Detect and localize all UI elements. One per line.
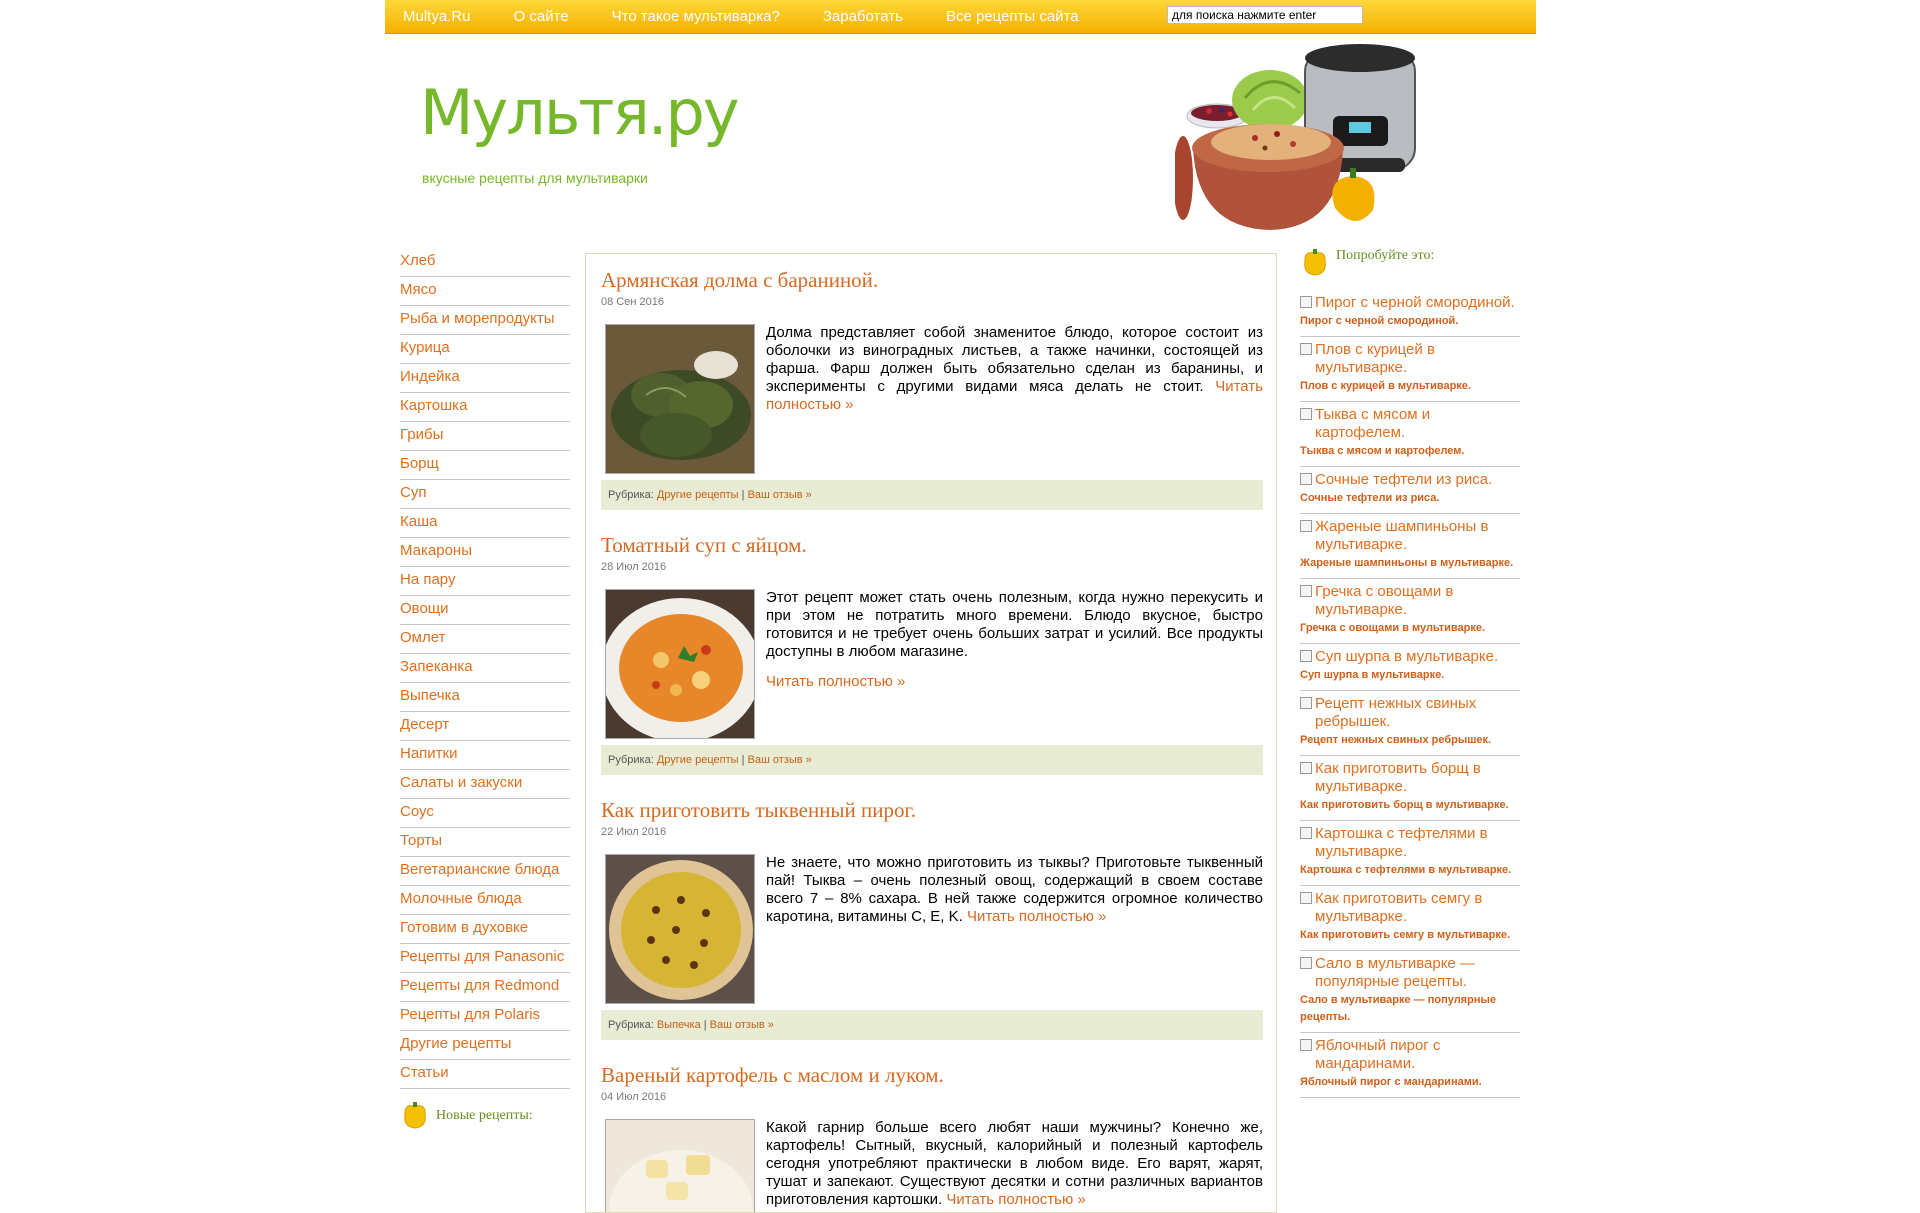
post-thumbnail[interactable] xyxy=(605,324,755,474)
recommended-item xyxy=(1300,402,1520,467)
category-link[interactable]: На пару xyxy=(400,567,570,596)
broken-image-icon xyxy=(1300,827,1312,839)
category-link[interactable]: Молочные блюда xyxy=(400,886,570,915)
broken-image-icon xyxy=(1300,296,1312,308)
recommended-caption[interactable]: Плов с курицей в мультиварке. xyxy=(1300,380,1471,392)
recommended-caption[interactable]: Картошка с тефтелями в мультиварке. xyxy=(1300,864,1512,876)
new-recipes-label: Новые рецепты: xyxy=(436,1108,533,1123)
category-link[interactable]: Индейка xyxy=(400,364,570,393)
post-thumbnail[interactable] xyxy=(605,854,755,1004)
category-link[interactable]: Десерт xyxy=(400,712,570,741)
rubric-link[interactable]: Другие рецепты xyxy=(656,754,739,766)
category-link[interactable]: Готовим в духовке xyxy=(400,915,570,944)
recommended-item xyxy=(1300,337,1520,402)
post-title[interactable]: Томатный суп с яйцом. xyxy=(601,533,807,557)
recommended-caption[interactable]: Как приготовить семгу в мультиварке. xyxy=(1300,929,1511,941)
category-link[interactable]: Рыба и морепродукты xyxy=(400,306,570,335)
yellow-pepper-icon xyxy=(1300,248,1330,278)
new-recipes-heading xyxy=(400,1101,570,1131)
post-title[interactable]: Вареный картофель с маслом и луком. xyxy=(601,1063,944,1087)
recommended-item xyxy=(1300,1033,1520,1098)
site-tagline: вкусные рецепты для мультиварки xyxy=(422,170,648,186)
category-link[interactable]: Макароны xyxy=(400,538,570,567)
recommended-caption[interactable]: Яблочный пирог с мандаринами. xyxy=(1300,1076,1482,1088)
post-date: 28 Июл 2016 xyxy=(601,561,667,573)
try-this-heading xyxy=(1300,248,1520,290)
recommended-item xyxy=(1300,886,1520,951)
recommended-item xyxy=(1300,467,1520,514)
broken-image-icon xyxy=(1300,1039,1312,1051)
nav-all-recipes[interactable]: Все рецепты сайта xyxy=(945,8,1079,25)
category-link[interactable]: Овощи xyxy=(400,596,570,625)
post-thumbnail[interactable] xyxy=(605,589,755,739)
post-title[interactable]: Армянская долма с бараниной. xyxy=(601,268,879,292)
category-link[interactable]: Соус xyxy=(400,799,570,828)
post xyxy=(601,798,1263,1040)
category-link[interactable]: Хлеб xyxy=(400,248,570,277)
recommended-caption[interactable]: Жареные шампиньоны в мультиварке. xyxy=(1300,557,1514,569)
comments-link[interactable]: Ваш отзыв » xyxy=(709,1019,774,1031)
broken-image-icon xyxy=(1300,408,1312,420)
nav-earn[interactable]: Заработать xyxy=(822,8,903,25)
recommended-caption[interactable]: Тыква с мясом и картофелем. xyxy=(1300,445,1465,457)
broken-image-icon xyxy=(1300,343,1312,355)
dolma-photo xyxy=(606,325,755,474)
broken-image-icon xyxy=(1300,473,1312,485)
recommended-image-link[interactable]: Сочные тефтели из риса. xyxy=(1300,471,1520,489)
read-more-link[interactable]: Читать полностью » xyxy=(946,1191,1086,1208)
broken-image-icon xyxy=(1300,520,1312,532)
read-more-link[interactable]: Читать полностью » xyxy=(766,673,906,690)
top-nav xyxy=(403,0,1122,33)
category-link[interactable]: Статьи xyxy=(400,1060,570,1089)
post xyxy=(601,1063,1263,1213)
recommended-item xyxy=(1300,756,1520,821)
recommended-item xyxy=(1300,290,1520,337)
category-sidebar xyxy=(400,248,570,1131)
top-nav-bar xyxy=(385,0,1536,34)
recommended-item xyxy=(1300,951,1520,1033)
recommended-item xyxy=(1300,579,1520,644)
broken-image-icon xyxy=(1300,650,1312,662)
comments-link[interactable]: Ваш отзыв » xyxy=(747,489,812,501)
post-excerpt: Какой гарнир больше всего любят наши мужчины? Конечно же, картофель! Сытный, вкусный, калорийный и полезный картофель сегодня употребляют практически в любом виде. Его варят, жарят, тушат и запекают. Существуют десятки и сотни различных вариантов приготовления картошки. Читать полностью » xyxy=(766,1119,1263,1208)
broken-image-icon xyxy=(1300,762,1312,774)
category-link[interactable]: Вегетарианские блюда xyxy=(400,857,570,886)
search-input[interactable] xyxy=(1167,6,1363,24)
post-date: 08 Сен 2016 xyxy=(601,296,664,308)
nav-about[interactable]: О сайте xyxy=(513,8,569,25)
recommended-caption[interactable]: Сало в мультиварке — популярные рецепты. xyxy=(1300,994,1496,1023)
try-this-label: Попробуйте это: xyxy=(1336,248,1435,263)
post-excerpt: Этот рецепт может стать очень полезным, когда нужно перекусить и при этом не потратить много времени. Блюдо вкусное, быстро готовится и не требует очень больших затрат и усилий. Все продукты доступны в любом магазине. Читать полностью » xyxy=(766,589,1263,690)
category-link[interactable]: Грибы xyxy=(400,422,570,451)
recommended-caption[interactable]: Суп шурпа в мультиварке. xyxy=(1300,669,1445,681)
post-excerpt: Долма представляет собой знаменитое блюдо, которое состоит из оболочки из виноградных листьев, а также начинки, состоящей из фарша. Фарш должен быть обязательно сделан из баранины, и эксперименты с другими видами мяса делать не стоит. Читать полностью » xyxy=(766,324,1263,413)
site-logo[interactable]: Мультя.ру xyxy=(420,76,738,149)
read-more-link[interactable]: Читать полностью » xyxy=(966,908,1107,925)
recommended-image-link[interactable]: Как приготовить семгу в мультиварке. xyxy=(1300,890,1520,926)
post xyxy=(601,533,1263,775)
category-link[interactable]: Торты xyxy=(400,828,570,857)
nav-home[interactable]: Multya.Ru xyxy=(403,8,471,25)
post-meta: Рубрика: Другие рецепты | Ваш отзыв » xyxy=(601,480,1263,510)
post-thumbnail[interactable] xyxy=(605,1119,755,1213)
category-link[interactable]: Суп xyxy=(400,480,570,509)
nav-what-is-multicooker[interactable]: Что такое мультиварка? xyxy=(611,8,780,25)
read-more-link[interactable]: Читать полностью » xyxy=(766,378,1263,413)
recommended-image-link[interactable]: Пирог с черной смородиной. xyxy=(1300,294,1520,312)
try-this-sidebar xyxy=(1300,248,1520,1098)
post-date: 04 Июл 2016 xyxy=(601,1091,667,1103)
recommended-item xyxy=(1300,691,1520,756)
recommended-caption[interactable]: Рецепт нежных свиных ребрышек. xyxy=(1300,734,1492,746)
broken-image-icon xyxy=(1300,697,1312,709)
recommended-caption[interactable]: Как приготовить борщ в мультиварке. xyxy=(1300,799,1509,811)
category-link[interactable]: Другие рецепты xyxy=(400,1031,570,1060)
rubric-link[interactable]: Другие рецепты xyxy=(656,489,739,501)
category-link[interactable]: Выпечка xyxy=(400,683,570,712)
recommended-image-link[interactable]: Тыква с мясом и картофелем. xyxy=(1300,406,1520,442)
yellow-pepper-icon xyxy=(400,1101,430,1131)
rubric-link[interactable]: Выпечка xyxy=(656,1019,701,1031)
recommended-image-link[interactable]: Яблочный пирог с мандаринами. xyxy=(1300,1037,1520,1073)
recommended-item xyxy=(1300,821,1520,886)
multicooker-header-image xyxy=(1175,38,1435,238)
post xyxy=(601,268,1263,510)
category-link[interactable]: Рецепты для Panasonic xyxy=(400,944,570,973)
recommended-image-link[interactable]: Жареные шампиньоны в мультиварке. xyxy=(1300,518,1520,554)
post-title[interactable]: Как приготовить тыквенный пирог. xyxy=(601,798,916,822)
post-meta: Рубрика: Другие рецепты | Ваш отзыв » xyxy=(601,745,1263,775)
recommended-item xyxy=(1300,514,1520,579)
recommended-caption[interactable]: Пирог с черной смородиной. xyxy=(1300,315,1459,327)
category-link[interactable]: Картошка xyxy=(400,393,570,422)
recommended-item xyxy=(1300,644,1520,691)
post-date: 22 Июл 2016 xyxy=(601,826,667,838)
post-excerpt: Не знаете, что можно приготовить из тыквы? Приготовьте тыквенный пай! Тыква – очень полезный овощ, содержащий в своем составе всего 7 – 8% сахара. В ней также содержится огромное количество каротина, витамины C, E, K. Читать полностью » xyxy=(766,854,1263,925)
category-link[interactable]: Салаты и закуски xyxy=(400,770,570,799)
recommended-image-link[interactable]: Плов с курицей в мультиварке. xyxy=(1300,341,1520,377)
category-link[interactable]: Запеканка xyxy=(400,654,570,683)
recommended-image-link[interactable]: Суп шурпа в мультиварке. xyxy=(1300,648,1520,666)
recommended-image-link[interactable]: Сало в мультиварке — популярные рецепты. xyxy=(1300,955,1520,991)
category-link[interactable]: Каша xyxy=(400,509,570,538)
category-link[interactable]: Напитки xyxy=(400,741,570,770)
recommended-caption[interactable]: Сочные тефтели из риса. xyxy=(1300,492,1440,504)
tomato-soup-photo xyxy=(606,590,755,739)
comments-link[interactable]: Ваш отзыв » xyxy=(747,754,812,766)
posts-column xyxy=(585,253,1277,1213)
category-link[interactable]: Рецепты для Polaris xyxy=(400,1002,570,1031)
category-link[interactable]: Рецепты для Redmond xyxy=(400,973,570,1002)
recommended-image-link[interactable]: Картошка с тефтелями в мультиварке. xyxy=(1300,825,1520,861)
broken-image-icon xyxy=(1300,585,1312,597)
pumpkin-pie-photo xyxy=(606,855,755,1004)
post-meta: Рубрика: Выпечка | Ваш отзыв » xyxy=(601,1010,1263,1040)
category-link[interactable]: Борщ xyxy=(400,451,570,480)
category-link[interactable]: Мясо xyxy=(400,277,570,306)
broken-image-icon xyxy=(1300,892,1312,904)
category-link[interactable]: Курица xyxy=(400,335,570,364)
recommended-caption[interactable]: Гречка с овощами в мультиварке. xyxy=(1300,622,1486,634)
recommended-image-link[interactable]: Рецепт нежных свиных ребрышек. xyxy=(1300,695,1520,731)
recommended-image-link[interactable]: Гречка с овощами в мультиварке. xyxy=(1300,583,1520,619)
broken-image-icon xyxy=(1300,957,1312,969)
category-link[interactable]: Омлет xyxy=(400,625,570,654)
recommended-image-link[interactable]: Как приготовить борщ в мультиварке. xyxy=(1300,760,1520,796)
boiled-potato-photo xyxy=(606,1120,755,1213)
